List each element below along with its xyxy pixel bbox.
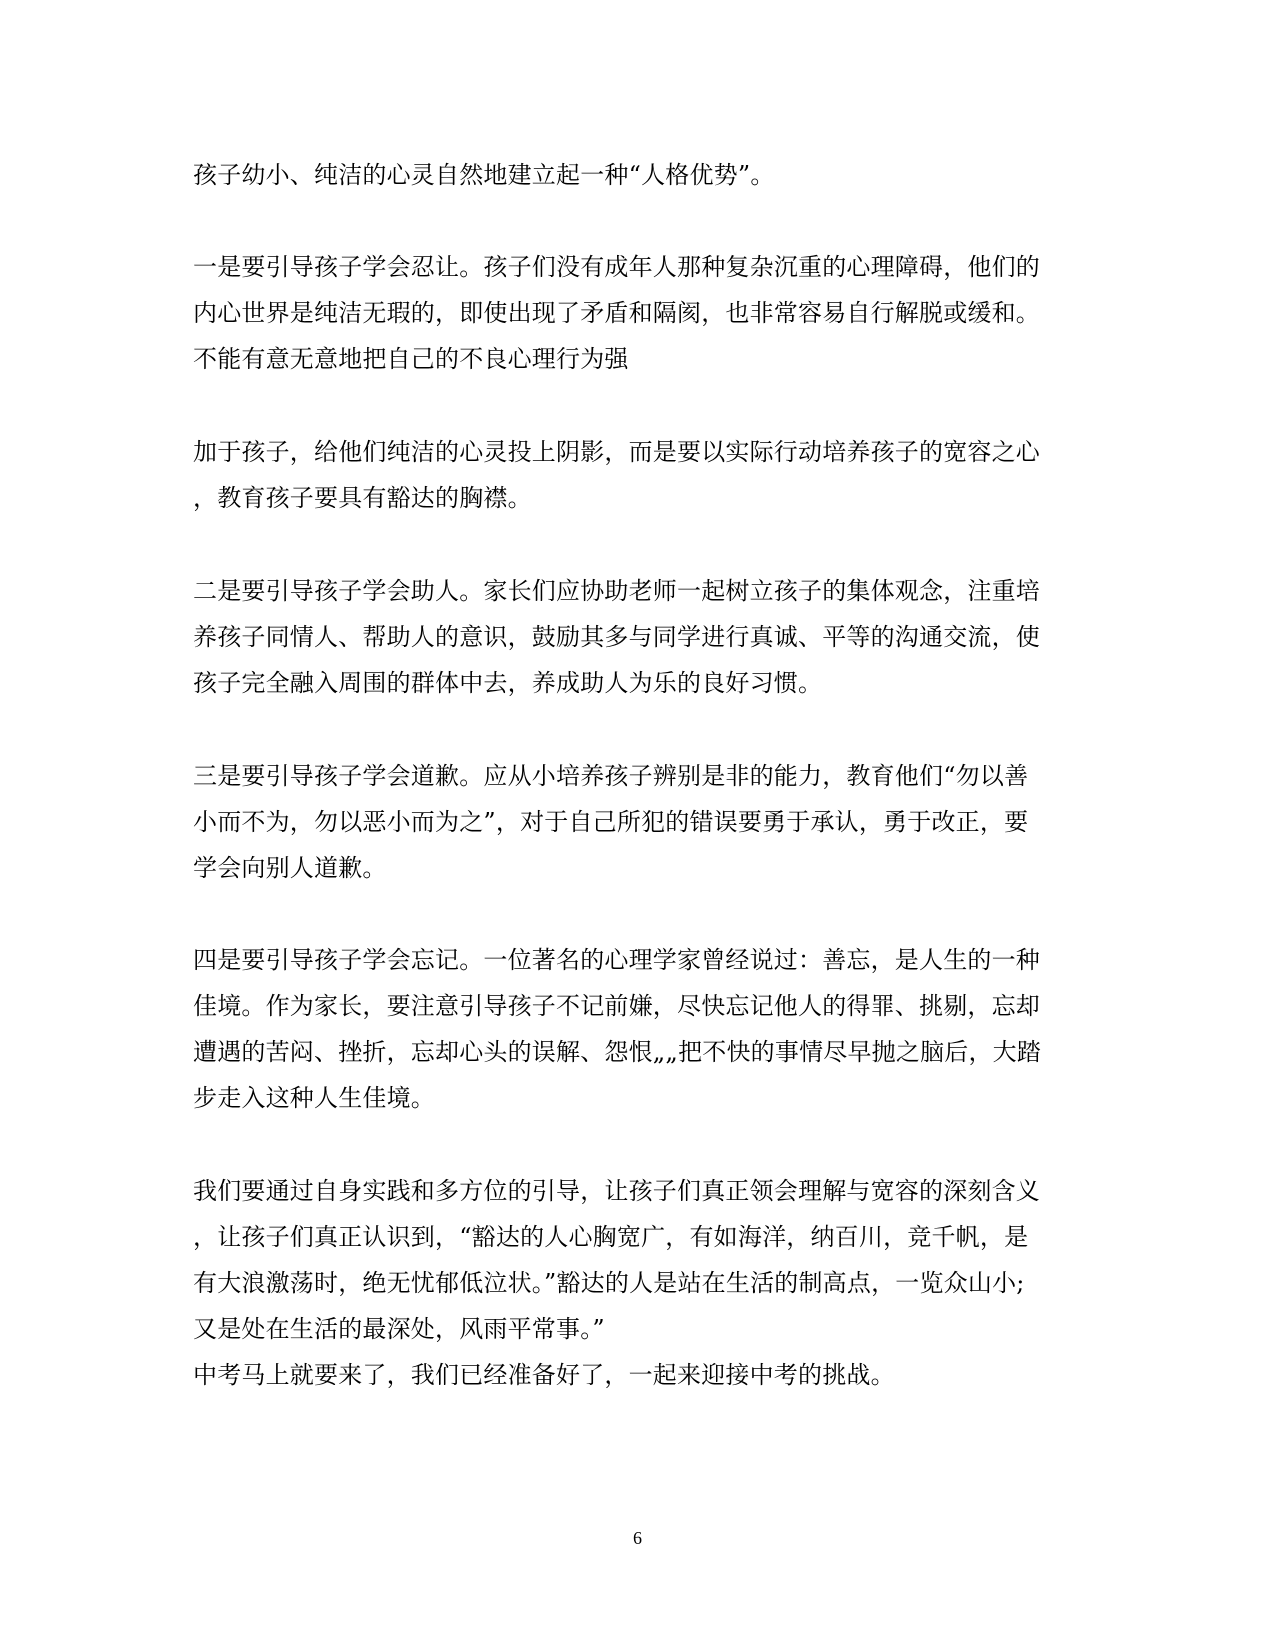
text-line: 养孩子同情人、帮助人的意识，鼓励其多与同学进行真诚、平等的沟通交流，使 bbox=[193, 623, 1040, 651]
text-line: 又是处在生活的最深处，风雨平常事。” bbox=[193, 1315, 605, 1343]
text-line: 遭遇的苦闷、挫折，忘却心头的误解、怨恨„„把不快的事情尽早抛之脑后，大踏 bbox=[193, 1038, 1042, 1066]
text-line: 孩子完全融入周围的群体中去，养成助人为乐的良好习惯。 bbox=[193, 669, 823, 697]
text-line: 步走入这种人生佳境。 bbox=[193, 1084, 435, 1112]
text-line: 有大浪激荡时，绝无忧郁低泣状。”豁达的人是站在生活的制高点，一览众山小; bbox=[193, 1269, 1025, 1297]
text-line: ，让孩子们真正认识到，“豁达的人心胸宽广，有如海洋，纳百川，竞千帆，是 bbox=[193, 1223, 1029, 1251]
text-line: 小而不为，勿以恶小而为之”，对于自己所犯的错误要勇于承认，勇于改正，要 bbox=[193, 808, 1029, 836]
text-line: 不能有意无意地把自己的不良心理行为强 bbox=[193, 345, 629, 373]
text-line: 加于孩子，给他们纯洁的心灵投上阴影，而是要以实际行动培养孩子的宽容之心 bbox=[193, 438, 1040, 466]
text-line: ，教育孩子要具有豁达的胸襟。 bbox=[193, 484, 532, 512]
text-line: 我们要通过自身实践和多方位的引导，让孩子们真正领会理解与宽容的深刻含义 bbox=[193, 1177, 1040, 1205]
text-line: 二是要引导孩子学会助人。家长们应协助老师一起树立孩子的集体观念，注重培 bbox=[193, 577, 1040, 605]
page-number: 6 bbox=[633, 1528, 642, 1548]
text-line: 内心世界是纯洁无瑕的，即使出现了矛盾和隔阂，也非常容易自行解脱或缓和。 bbox=[193, 299, 1040, 327]
text-line: 孩子幼小、纯洁的心灵自然地建立起一种“人格优势”。 bbox=[193, 161, 775, 189]
text-line: 四是要引导孩子学会忘记。一位著名的心理学家曾经说过：善忘，是人生的一种 bbox=[193, 946, 1040, 974]
text-line: 三是要引导孩子学会道歉。应从小培养孩子辨别是非的能力，教育他们“勿以善 bbox=[193, 762, 1029, 790]
text-line: 一是要引导孩子学会忍让。孩子们没有成年人那种复杂沉重的心理障碍，他们的 bbox=[193, 253, 1040, 281]
text-line: 学会向别人道歉。 bbox=[193, 854, 387, 882]
text-line: 佳境。作为家长，要注意引导孩子不记前嫌，尽快忘记他人的得罪、挑剔，忘却 bbox=[193, 992, 1040, 1020]
text-line: 中考马上就要来了，我们已经准备好了，一起来迎接中考的挑战。 bbox=[193, 1361, 895, 1389]
